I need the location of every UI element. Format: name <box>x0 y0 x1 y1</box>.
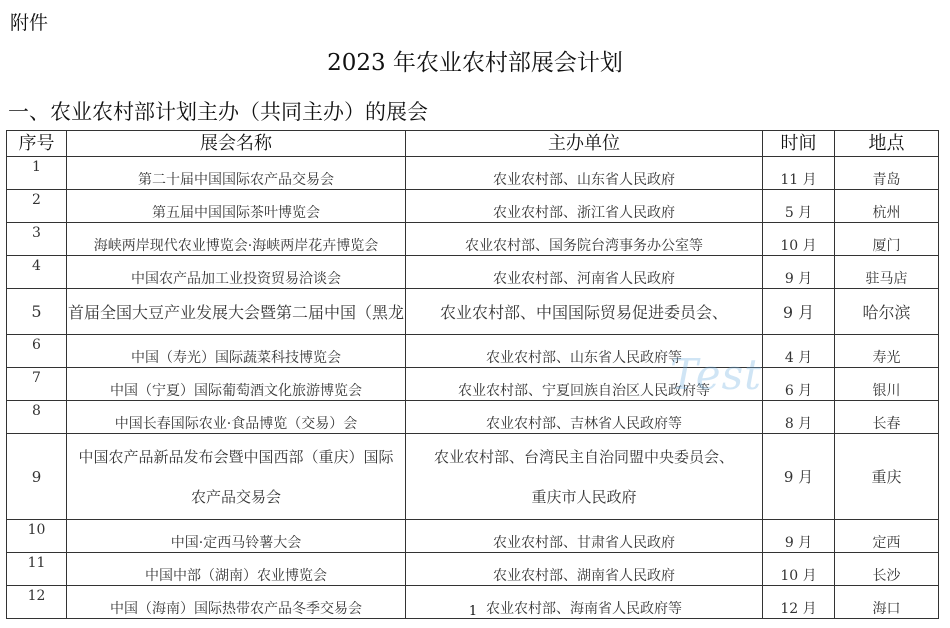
row-index: 10 <box>7 520 67 553</box>
time: 11 月 <box>763 157 835 190</box>
row-index: 7 <box>7 368 67 401</box>
header-time: 时间 <box>763 131 835 157</box>
time: 5 月 <box>763 190 835 223</box>
table-header-row <box>7 131 939 157</box>
table-row <box>7 401 939 434</box>
organizer: 农业农村部、山东省人民政府 <box>406 157 763 190</box>
organizer: 农业农村部、甘肃省人民政府 <box>406 520 763 553</box>
row-index: 2 <box>7 190 67 223</box>
location: 重庆 <box>835 434 939 520</box>
exhibition-name: 海峡两岸现代农业博览会·海峡两岸花卉博览会 <box>67 223 406 256</box>
exhibition-table <box>6 130 939 619</box>
organizer: 农业农村部、国务院台湾事务办公室等 <box>406 223 763 256</box>
exhibition-name: 中国长春国际农业·食品博览（交易）会 <box>67 401 406 434</box>
time: 4 月 <box>763 335 835 368</box>
time: 6 月 <box>763 368 835 401</box>
organizer: 农业农村部、海南省人民政府等 <box>406 586 763 619</box>
organizer: 农业农村部、吉林省人民政府等 <box>406 401 763 434</box>
document-title: 2023 年农业农村部展会计划 <box>327 50 623 76</box>
time: 9 月 <box>763 434 835 520</box>
location: 海口 <box>835 586 939 619</box>
exhibition-name: 第五届中国国际茶叶博览会 <box>67 190 406 223</box>
organizer: 农业农村部、中国国际贸易促进委员会、 <box>406 289 763 335</box>
table-row <box>7 520 939 553</box>
exhibition-name: 中国（海南）国际热带农产品冬季交易会 <box>67 586 406 619</box>
table-row <box>7 368 939 401</box>
exhibition-name: 中国农产品新品发布会暨中国西部（重庆）国际 农产品交易会 <box>67 434 406 520</box>
location: 寿光 <box>835 335 939 368</box>
header-index: 序号 <box>7 131 67 157</box>
row-index: 4 <box>7 256 67 289</box>
row-index: 11 <box>7 553 67 586</box>
organizer: 农业农村部、湖南省人民政府 <box>406 553 763 586</box>
exhibition-name: 中国（寿光）国际蔬菜科技博览会 <box>67 335 406 368</box>
row-index: 3 <box>7 223 67 256</box>
attachment-label: 附件 <box>10 12 49 34</box>
exhibition-name: 首届全国大豆产业发展大会暨第二届中国（黑龙 <box>67 289 406 335</box>
header-organizer: 主办单位 <box>406 131 763 157</box>
row-index: 6 <box>7 335 67 368</box>
location: 哈尔滨 <box>835 289 939 335</box>
header-location: 地点 <box>835 131 939 157</box>
row-index: 12 <box>7 586 67 619</box>
table-row <box>7 434 939 520</box>
section-heading: 一、农业农村部计划主办（共同主办）的展会 <box>8 100 428 124</box>
row-index: 9 <box>7 434 67 520</box>
location: 青岛 <box>835 157 939 190</box>
location: 定西 <box>835 520 939 553</box>
table-row <box>7 157 939 190</box>
exhibition-name: 中国中部（湖南）农业博览会 <box>67 553 406 586</box>
location: 长春 <box>835 401 939 434</box>
row-index: 8 <box>7 401 67 434</box>
exhibition-name: 第二十届中国国际农产品交易会 <box>67 157 406 190</box>
location: 驻马店 <box>835 256 939 289</box>
organizer: 农业农村部、台湾民主自治同盟中央委员会、 重庆市人民政府 <box>406 434 763 520</box>
time: 9 月 <box>763 256 835 289</box>
table-row <box>7 190 939 223</box>
time: 10 月 <box>763 553 835 586</box>
page-number: 1 <box>468 604 478 619</box>
organizer: 农业农村部、宁夏回族自治区人民政府等 <box>406 368 763 401</box>
location: 杭州 <box>835 190 939 223</box>
row-index: 1 <box>7 157 67 190</box>
organizer: 农业农村部、浙江省人民政府 <box>406 190 763 223</box>
table-row <box>7 289 939 335</box>
table-row <box>7 335 939 368</box>
location: 厦门 <box>835 223 939 256</box>
organizer: 农业农村部、山东省人民政府等 <box>406 335 763 368</box>
time: 10 月 <box>763 223 835 256</box>
table-row <box>7 256 939 289</box>
time: 12 月 <box>763 586 835 619</box>
watermark: Test <box>670 350 763 399</box>
time: 8 月 <box>763 401 835 434</box>
exhibition-name: 中国·定西马铃薯大会 <box>67 520 406 553</box>
location: 银川 <box>835 368 939 401</box>
header-name: 展会名称 <box>67 131 406 157</box>
row-index: 5 <box>7 289 67 335</box>
location: 长沙 <box>835 553 939 586</box>
exhibition-name: 中国农产品加工业投资贸易洽谈会 <box>67 256 406 289</box>
time: 9 月 <box>763 520 835 553</box>
table-row <box>7 223 939 256</box>
exhibition-name: 中国（宁夏）国际葡萄酒文化旅游博览会 <box>67 368 406 401</box>
table-row <box>7 553 939 586</box>
organizer: 农业农村部、河南省人民政府 <box>406 256 763 289</box>
time: 9 月 <box>763 289 835 335</box>
